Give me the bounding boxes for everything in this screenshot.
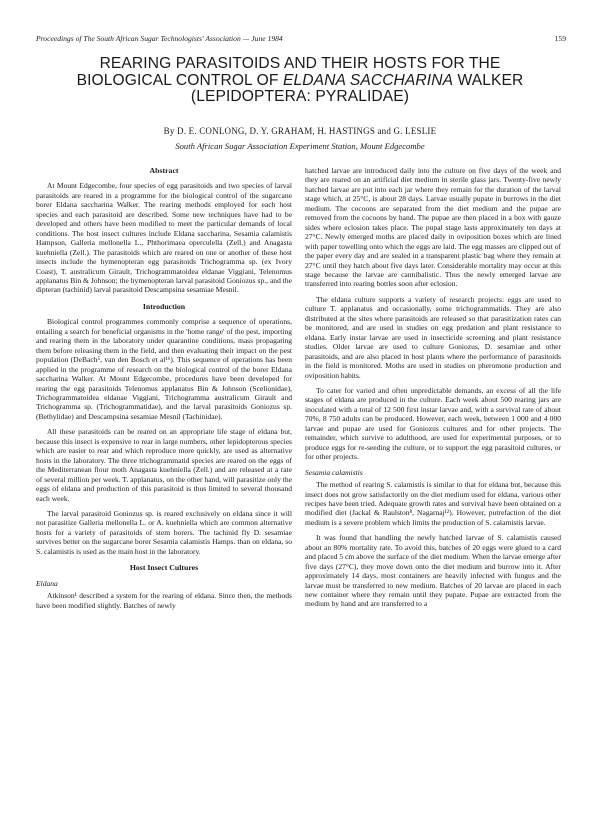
abstract-text: At Mount Edgecombe, four species of egg parasitoids and two species of larval parasitoids are reared in a programme for the biological control of the sugarcane borer Eldana saccharina Walker. The rearing methods employed for each host species and each parasitoid are described. Some new techniques have had to be developed and others have been modified to meet the particular demands of local conditions. The host insect cultures include Eldana saccharina, Sesamia calamistis Hampson, Galleria mellonella L., Phthorimaea operculella (Zell.) and Anagasta kuehniella (Zell.). The parasitoids which are reared on one or another of these host insects include the hymenopteran egg parasitoids Trichogramma sp. (ex Ivory Coast), T. australicum Girault, Trichogrammatoidea eldanae Viggiani, Telenomus applanatus Bin & Johnson; the hymenopteran larval parasitoid Goniozus sp., and the dipteran (tachinid) larval parasitoid Descampsina sesamiae Mesnil. bbox=[36, 181, 292, 295]
right-paragraph-3: To cater for varied and often unpredictable demands, an excess of all the life stages of eldana are produced in the culture. Each week about 500 rearing jars are inoculated with a total of 12 500 first instar larvae and, with a survival rate of about 70%, 8 750 adults can be produced. However, each week, between 1 000 and 4 000 larvae and pupae are used for Goniozus cultures and for other projects. The remainder, which survive to adulthood, are used for experimental purposes, or to produce eggs for re-seeding the culture, or to support the egg parasitoid cultures, or for other projects. bbox=[305, 385, 561, 462]
title-line-2-post: WALKER bbox=[453, 71, 524, 89]
right-paragraph-4: The method of rearing S. calamistis is similar to that for eldana but, because this insect does not grow satisfactorily on the diet medium used for eldana, various other recipes have been tried. Adequate growth rates and survival have been obtained on a modified diet (Jackal & Raulston⁸, Nagarnaj¹²). However, putrefaction of the diet medium is a severe problem which limits the production of S. calamistis larvae. bbox=[305, 480, 561, 527]
title-line-2 bbox=[30, 73, 570, 90]
right-paragraph-1: hatched larvae are introduced daily into the culture on five days of the week and they are reared on an artificial diet medium in sterile glass jars. Twenty-five newly hatched larvae are put into each jar where they remain for the duration of the larval stage which, at 25°C, is about 28 days. Larvae usually pupate in burrows in the diet medium. The cocoons are separated from the diet medium and the pupae are removed from the cocoons by hand. The pupae are then placed in a box with gauze sides where eclosion takes place. The pupal stage lasts approximately ten days at 27°C. Newly emerged moths are placed daily in oviposition boxes which are lined with paper towelling onto which the eggs are laid. The egg masses are clipped out of the paper every day and are sealed in a transparent plastic bag where they remain at 27°C until they hatch about five days later. Considerable mortality may occur at this stage because the larvae are cannibalistic. Thus the newly emerged larvae are transferred into rearing bottles soon after eclosion. bbox=[305, 166, 561, 289]
author-line: By D. E. CONLONG, D. Y. GRAHAM, H. HASTINGS and G. LESLIE bbox=[163, 126, 437, 136]
paper-title bbox=[30, 56, 570, 106]
right-paragraph-2: The eldana culture supports a variety of research projects: eggs are used to culture T. applanatus and occasionally, some trichogrammatids. They are also distributed at the sites where parasitoids are released so that parasitization rates can be monitored, and are used in studies on egg predation and plant resistance to eldana. Early instar larvae are used in insecticide screening and plant resistance studies. Older larvae are used to culture Goniozus, D. sesamiae and other parasitoids, and are also placed in host plants where the performance of parasitoids in the field is monitored. Moths are used in studies on pheromone production and oviposition habits. bbox=[305, 294, 561, 380]
eldana-subheading: Eldana bbox=[36, 578, 58, 588]
right-paragraph-5: It was found that handling the newly hatched larvae of S. calamistis caused about an 80% mortality rate. To avoid this, batches of 20 eggs were glued to a card and placed 5 cm above the surface of the diet medium. When the larvae emerge after five days (27°C), they move down onto the diet medium and burrow into it. After approximately 14 days, most containers are heavily infected with fungus and the larvae must be transferred to new medium. Batches of 20 larvae are placed in each new container where they remain until they pupate. Pupae are extracted from the medium by hand and are transferred to a bbox=[305, 533, 561, 609]
affiliation: South African Sugar Association Experiment Station, Mount Edgecombe bbox=[175, 141, 425, 151]
title-line-3: (LEPIDOPTERA: PYRALIDAE) bbox=[190, 88, 410, 105]
intro-paragraph-1: Biological control programmes commonly comprise a sequence of operations, entailing a search for beneficial organisms in the 'home range' of the pest, importing and rearing them in the laboratory under quarantine conditions, mass propagating them before releasing them in the field, and then evaluating their impact on the pest population (DeBach⁵, van den Bosch et al¹⁶). This sequence of operations has been applied in the programme of research on the biological control of the borer Eldana saccharina Walker. At Mount Edgecombe, procedures have been developed for rearing the egg parasitoids Telenomus applanatus Bin & Johnson (Scelionidae), Trichogrammatoidea eldanae Viggiani, Trichogramma australicum Girault and Trichogramma sp. (Trichogrammatidae), and the larval parasitoids Goniozus sp. (Bethylidae) and Descampsina sesamiae Mesnil (Tachinidae). bbox=[36, 317, 292, 421]
page-number: 159 bbox=[554, 34, 566, 43]
title-species: ELDANA SACCHARINA bbox=[282, 71, 454, 89]
left-column bbox=[36, 166, 292, 616]
journal-citation: Proceedings of The South African Sugar Technologists' Association — June 1984 bbox=[36, 34, 283, 43]
sesamia-subheading: Sesamia calamistis bbox=[305, 467, 363, 477]
abstract-heading: Abstract bbox=[149, 166, 179, 175]
running-header bbox=[36, 34, 566, 46]
title-line-1: REARING PARASITOIDS AND THEIR HOSTS FOR THE bbox=[99, 55, 501, 72]
host-cultures-heading: Host Insect Cultures bbox=[129, 563, 199, 573]
introduction-heading: Introduction bbox=[142, 301, 186, 311]
intro-paragraph-2: All these parasitoids can be reared on an appropriate life stage of eldana but, because this insect is expensive to rear in large numbers, other lepidopterous species which are easier to rear and which reproduce more quickly, are used as alternative hosts in the laboratory. The three trichogrammatid species are reared on the eggs of the Mediterranean flour moth Anagasta kuehniella (Zell.) and are released at a rate of several million per week. T. applanatus, on the other hand, will parasitize only the eggs of eldana and production of this parasitoid is thus limited to several thousand each week. bbox=[36, 427, 292, 503]
intro-paragraph-3: The larval parasitoid Goniozus sp. is reared exclusively on eldana since it will not parasitize Galleria mellonella L. or A. kuehniella which are common alternative hosts for a variety of parasitoids of stem borers. The tachinid fly D. sesamiae survives better on the sugarcane borer Sesamia calamistis Hamps. than on eldana, so S. calamistis is used as the main host in the laboratory. bbox=[36, 508, 292, 556]
right-column bbox=[305, 166, 561, 615]
eldana-paragraph: Atkinson¹ described a system for the rearing of eldana. Since then, the methods have been modified slightly. Batches of newly bbox=[36, 591, 292, 610]
title-line-2-pre: BIOLOGICAL CONTROL OF bbox=[76, 71, 283, 89]
